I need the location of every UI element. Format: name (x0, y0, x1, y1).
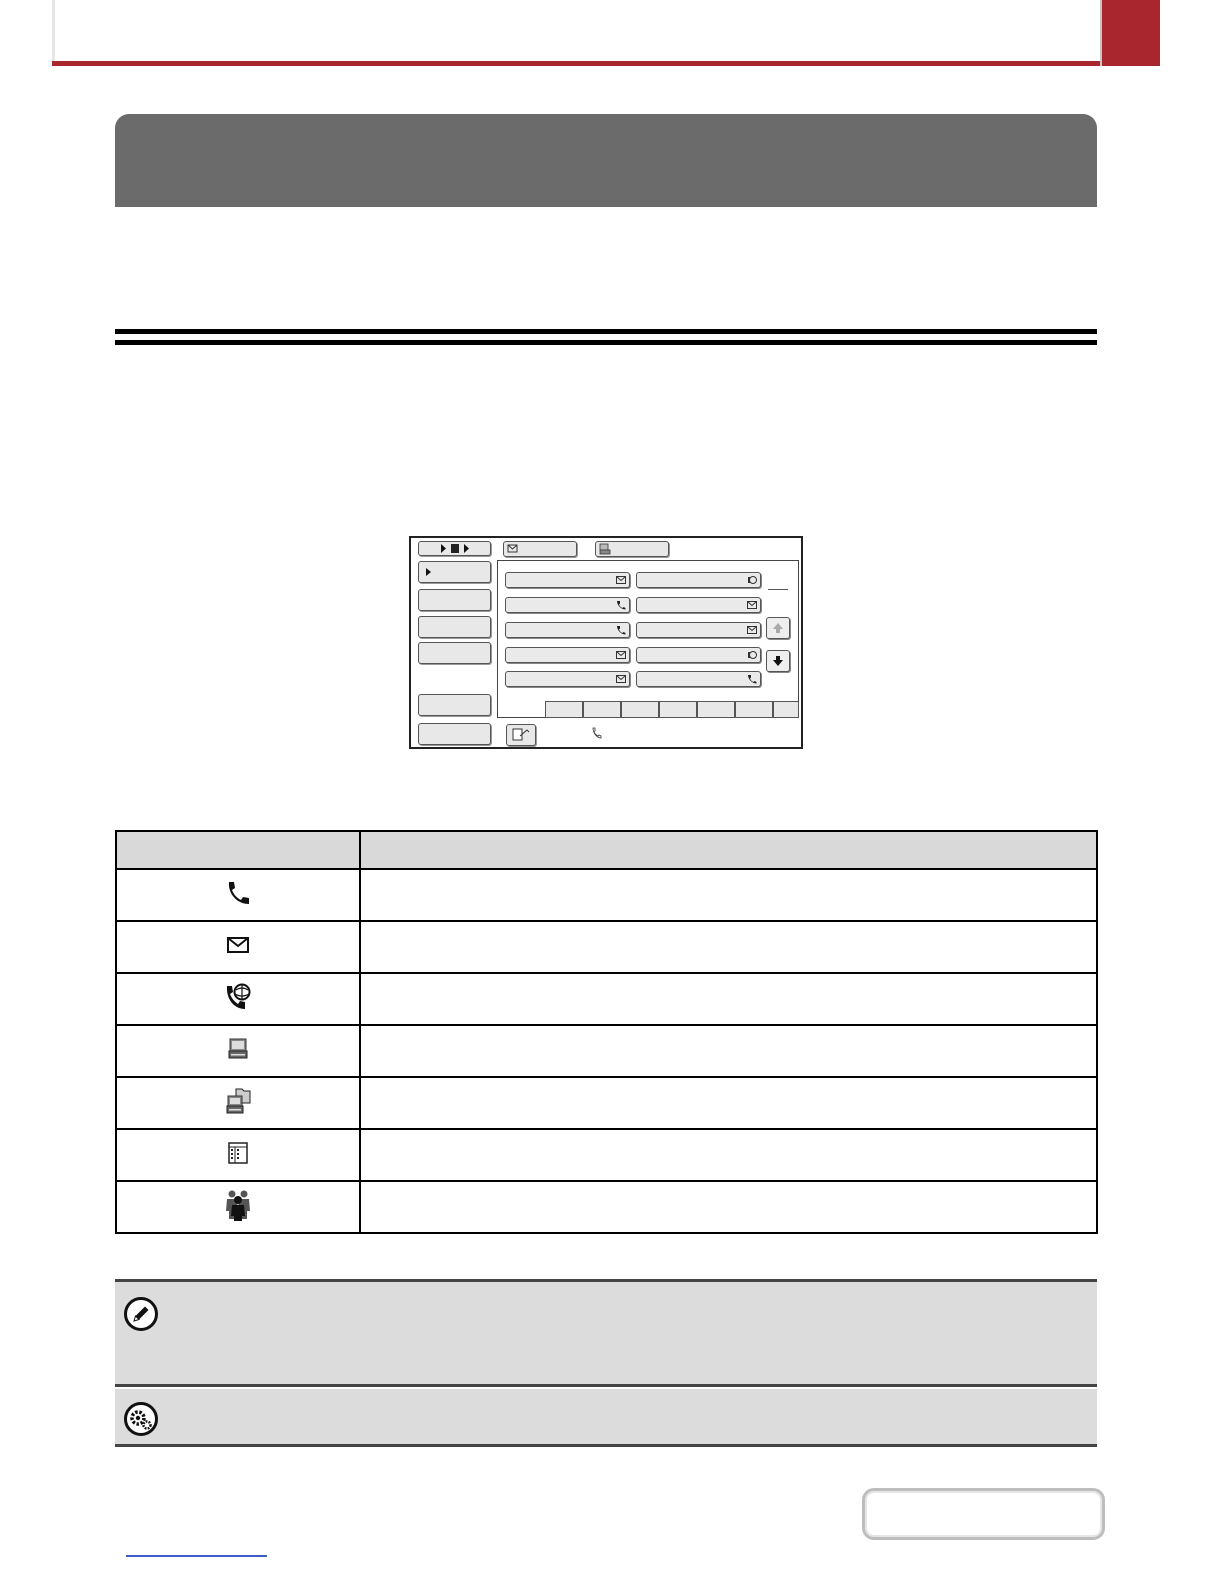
internet-fax-icon (747, 650, 757, 660)
heading-rule-bottom (115, 340, 1097, 345)
footer-link[interactable] (126, 1555, 267, 1557)
mail-icon (507, 544, 519, 554)
description-cell (360, 1129, 1097, 1181)
side-button-3[interactable] (418, 616, 491, 638)
table-header-icon (116, 831, 360, 869)
table-row (116, 869, 1097, 921)
icon-cell (116, 1181, 360, 1233)
icon-table (115, 830, 1098, 1234)
description-cell (360, 1077, 1097, 1129)
table-row (116, 921, 1097, 973)
play-stop-icon (419, 542, 492, 555)
email-icon (226, 935, 250, 955)
index-tabs (545, 701, 799, 719)
page-indicator-line (768, 589, 788, 590)
internet-fax-icon (747, 575, 757, 585)
side-button-4[interactable] (418, 642, 491, 664)
selected-arrow-icon (423, 562, 435, 582)
arrow-down-icon (767, 651, 789, 671)
address-key[interactable] (505, 622, 630, 638)
fax-icon (226, 880, 250, 906)
address-key[interactable] (505, 597, 630, 613)
phone-icon (616, 600, 626, 610)
phone-icon (747, 674, 757, 684)
mail-icon (747, 600, 757, 610)
side-button-5[interactable] (418, 694, 491, 716)
heading-rule-top (115, 329, 1097, 334)
address-list-panel (497, 560, 799, 718)
index-tab[interactable] (697, 701, 735, 718)
icon-cell (116, 1129, 360, 1181)
group-icon (224, 1189, 252, 1221)
network-folder-icon (225, 1087, 251, 1115)
side-button-2[interactable] (418, 589, 491, 611)
mail-icon (616, 575, 626, 585)
index-tab[interactable] (583, 701, 621, 718)
icon-cell (116, 973, 360, 1025)
icon-cell (116, 1025, 360, 1077)
side-button-1[interactable] (418, 561, 491, 583)
email-mode-button[interactable] (503, 541, 577, 557)
table-row (116, 1077, 1097, 1129)
description-cell (360, 1025, 1097, 1077)
chapter-tab[interactable] (1102, 0, 1160, 66)
address-key[interactable] (636, 671, 761, 687)
table-row (116, 973, 1097, 1025)
address-key[interactable] (636, 647, 761, 663)
icon-cell (116, 1077, 360, 1129)
address-key[interactable] (505, 671, 630, 687)
arrow-up-icon (767, 618, 789, 638)
scroll-down-button[interactable] (766, 650, 790, 672)
note-box (115, 1279, 1097, 1387)
gear-settings-icon (123, 1401, 159, 1437)
description-cell (360, 1181, 1097, 1233)
search-address-icon (507, 725, 535, 745)
index-tab[interactable] (773, 701, 799, 718)
table-header-row (116, 831, 1097, 869)
address-list-icon (228, 1142, 248, 1164)
phone-small-icon (591, 726, 605, 740)
table-row (116, 1129, 1097, 1181)
description-cell (360, 869, 1097, 921)
address-book-screen (409, 536, 803, 749)
global-search-button[interactable] (506, 724, 536, 746)
address-key[interactable] (636, 622, 761, 638)
index-tab[interactable] (735, 701, 773, 718)
address-key[interactable] (505, 647, 630, 663)
index-tab[interactable] (621, 701, 659, 718)
description-cell (360, 921, 1097, 973)
icon-cell (116, 869, 360, 921)
sort-toggle-button[interactable] (418, 541, 491, 556)
mail-icon (616, 650, 626, 660)
index-tab[interactable] (659, 701, 697, 718)
mail-icon (747, 625, 757, 635)
index-tab[interactable] (545, 701, 583, 718)
pencil-note-icon (123, 1296, 159, 1332)
ftp-mode-button[interactable] (595, 541, 669, 557)
section-banner (115, 114, 1097, 207)
settings-note-box (115, 1389, 1097, 1447)
scroll-up-button[interactable] (766, 617, 790, 639)
page-header-bar (52, 0, 1160, 66)
ftp-desktop-icon (599, 543, 611, 555)
contents-button[interactable] (862, 1488, 1105, 1540)
icon-cell (116, 921, 360, 973)
address-key[interactable] (636, 597, 761, 613)
side-button-6[interactable] (418, 723, 491, 745)
table-header-description (360, 831, 1097, 869)
ftp-desktop-icon (227, 1037, 249, 1061)
phone-icon (616, 625, 626, 635)
description-cell (360, 973, 1097, 1025)
internet-fax-icon (224, 982, 252, 1012)
address-key[interactable] (505, 572, 630, 588)
address-key[interactable] (636, 572, 761, 588)
table-row (116, 1025, 1097, 1077)
mail-icon (616, 674, 626, 684)
table-row (116, 1181, 1097, 1233)
